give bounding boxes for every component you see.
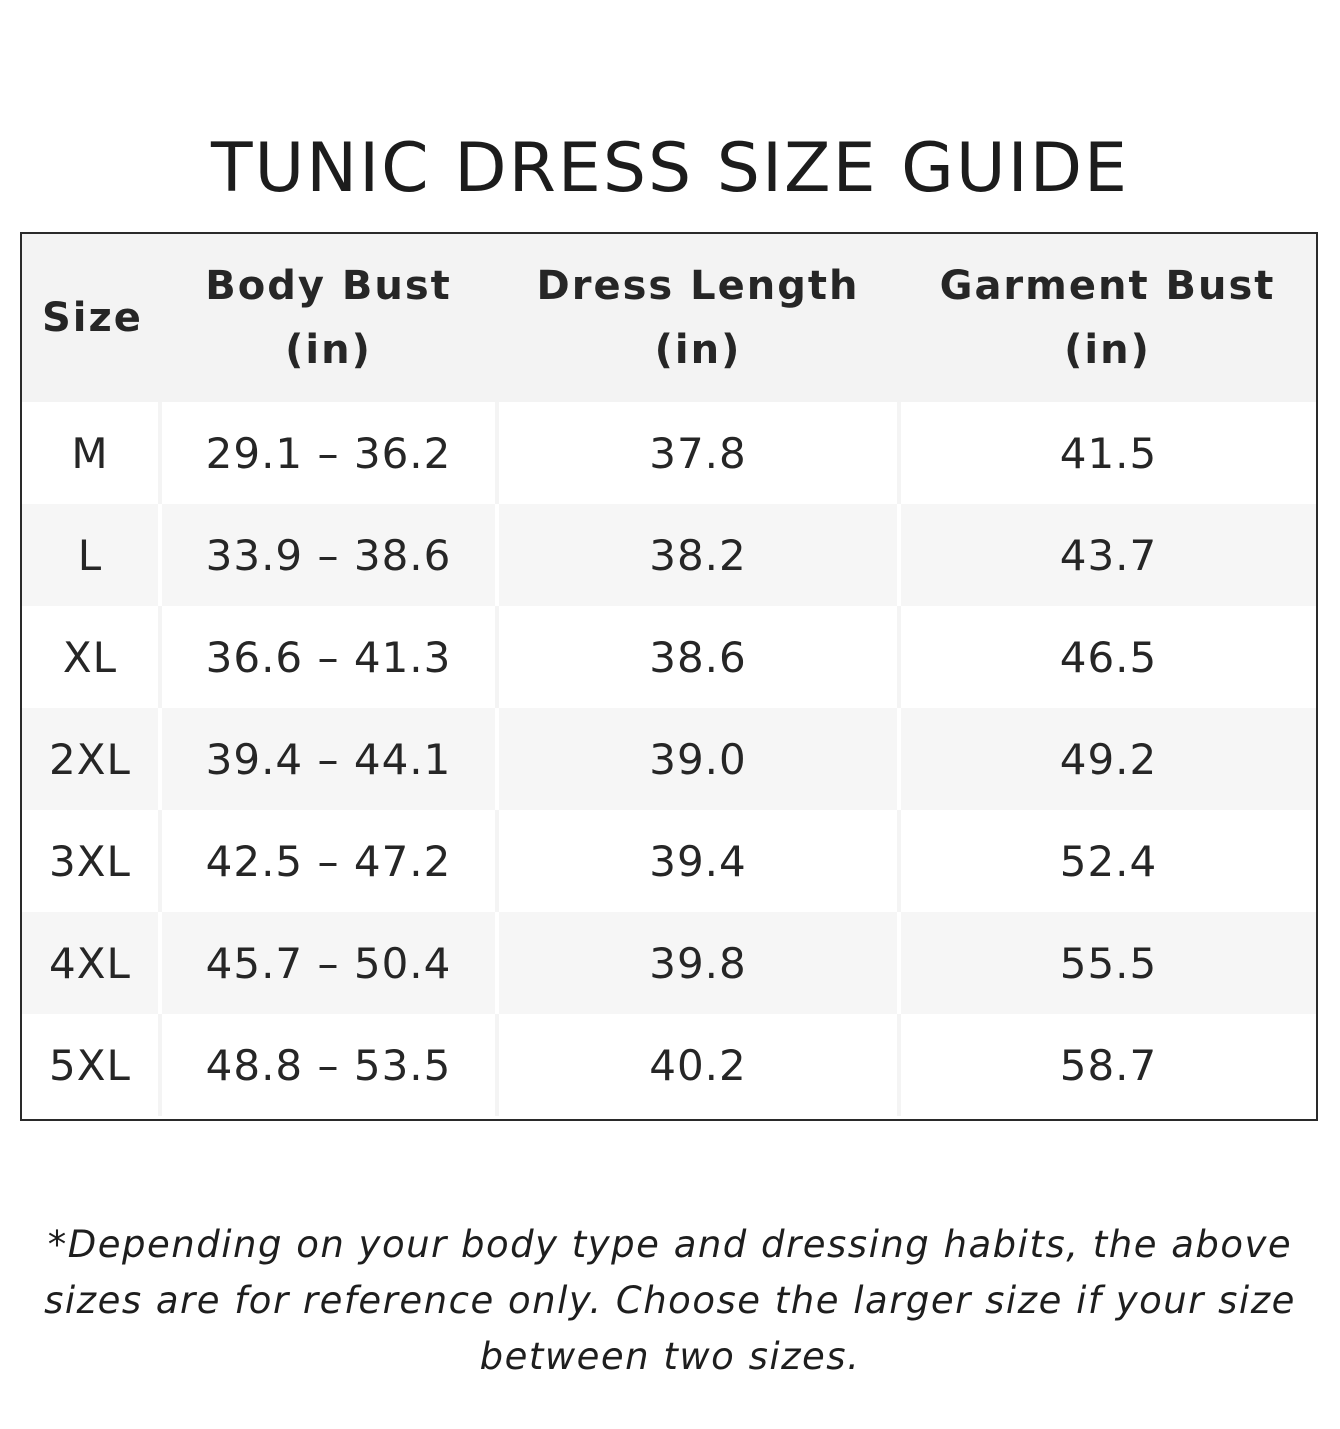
cell-size: 5XL bbox=[49, 1040, 131, 1090]
cell-dress-length: 37.8 bbox=[497, 402, 899, 504]
size-table-grid bbox=[22, 234, 1316, 1116]
cell-dress-length: 39.0 bbox=[497, 708, 899, 810]
cell-body-bust: 39.4 – 44.1 bbox=[160, 708, 497, 810]
column-header-dress-length bbox=[497, 234, 899, 402]
cell-body-bust: 29.1 – 36.2 bbox=[160, 402, 497, 504]
column-header-unit: (in) bbox=[1064, 327, 1151, 373]
table-row bbox=[22, 402, 1316, 504]
table-row bbox=[22, 1014, 1316, 1116]
cell-size: L bbox=[22, 504, 160, 606]
cell-garment-bust: 58.7 bbox=[899, 1014, 1316, 1116]
cell-body-bust: 45.7 – 50.4 bbox=[160, 912, 497, 1014]
table-header-row bbox=[22, 234, 1316, 402]
table-row bbox=[22, 708, 1316, 810]
cell-body-bust: 36.6 – 41.3 bbox=[160, 606, 497, 708]
column-header-unit: (in) bbox=[285, 327, 372, 373]
cell-garment-bust: 55.5 bbox=[899, 912, 1316, 1014]
cell-dress-length: 39.4 bbox=[497, 810, 899, 912]
table-row bbox=[22, 912, 1316, 1014]
column-header-body-bust bbox=[160, 234, 497, 402]
cell-garment-bust: 49.2 bbox=[899, 708, 1316, 810]
size-table bbox=[20, 232, 1318, 1121]
cell-dress-length: 40.2 bbox=[497, 1014, 899, 1116]
cell-size: XL bbox=[62, 632, 118, 682]
cell-garment-bust: 43.7 bbox=[899, 504, 1316, 606]
cell-body-bust: 48.8 – 53.5 bbox=[160, 1014, 497, 1116]
cell-garment-bust: 52.4 bbox=[899, 810, 1316, 912]
cell-garment-bust: 46.5 bbox=[899, 606, 1316, 708]
column-header-label: Body Bust bbox=[205, 263, 452, 309]
cell-size: 2XL bbox=[22, 708, 160, 810]
cell-dress-length: 38.2 bbox=[497, 504, 899, 606]
column-header-label: Dress Length bbox=[536, 263, 860, 309]
cell-body-bust: 33.9 – 38.6 bbox=[160, 504, 497, 606]
column-header-label: Garment Bust bbox=[939, 263, 1276, 309]
table-row bbox=[22, 606, 1316, 708]
cell-garment-bust: 41.5 bbox=[899, 402, 1316, 504]
cell-size: M bbox=[71, 428, 109, 478]
table-row bbox=[22, 810, 1316, 912]
column-header-label: Size bbox=[42, 295, 143, 341]
column-header-unit: (in) bbox=[654, 327, 742, 373]
cell-dress-length: 38.6 bbox=[497, 606, 899, 708]
reference-footnote: *Depending on your body type and dressing habits, the above sizes are for reference only. Choose the larger size if your size between two sizes. bbox=[44, 1223, 1296, 1378]
cell-dress-length: 39.8 bbox=[497, 912, 899, 1014]
cell-size: 3XL bbox=[49, 836, 131, 886]
cell-body-bust: 42.5 – 47.2 bbox=[160, 810, 497, 912]
cell-size: 4XL bbox=[22, 912, 160, 1014]
table-row bbox=[22, 504, 1316, 606]
column-header-garment-bust bbox=[899, 234, 1316, 402]
column-header-size bbox=[22, 234, 160, 402]
page-title: TUNIC DRESS SIZE GUIDE bbox=[210, 128, 1130, 208]
